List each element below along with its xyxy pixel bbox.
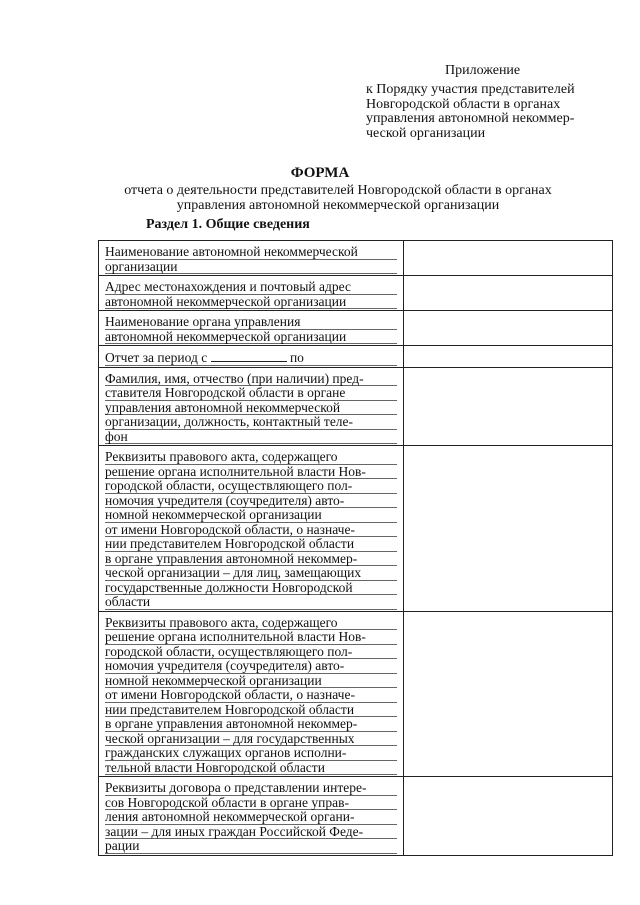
form-subtitle-line: управления автономной некоммерческой организации [176,197,500,213]
row-label-line: нии представителем Новгородской области [105,703,397,718]
section-title: Раздел 1. Общие сведения [146,217,310,232]
general-info-table [98,240,613,856]
row-label-line: тельной власти Новгородской области [105,761,397,776]
row-label-line: нии представителем Новгородской области [105,537,397,552]
row-label-line: автономной некоммерческой организации [105,330,397,345]
row-label-line: номной некоммерческой организации [105,674,397,689]
row-value-cell[interactable] [404,777,613,856]
row-label-line: номочия учредителя (соучредителя) авто- [105,494,397,509]
table-row [99,346,613,368]
appendix-title: Приложение [445,63,521,78]
row-label-line: Наименование автономной некоммерческой [105,245,397,260]
row-label-line: решение органа исполнительной власти Нов- [105,465,397,480]
form-subtitle [108,184,568,213]
form-title: ФОРМА [290,165,350,181]
row-label-line: Реквизиты правового акта, содержащего [105,450,397,465]
row-value-cell[interactable] [404,311,613,346]
row-value-cell[interactable] [404,241,613,276]
row-label-cell [99,311,404,346]
row-label-cell [99,241,404,276]
row-label-line: номочия учредителя (соучредителя) авто- [105,659,397,674]
general-info-table-body [99,241,613,856]
row-label-line: зации – для иных граждан Российской Феде- [105,825,397,840]
row-label-cell [99,346,404,368]
row-label-line: от имени Новгородской области, о назначе- [105,688,397,703]
row-value-cell[interactable] [404,346,613,368]
report-period [105,350,397,366]
appendix-reference-line: Новгородской области в органах [366,96,561,112]
row-value-cell[interactable] [404,611,613,777]
row-label-line: фон [105,430,397,445]
row-label-line: рации [105,839,397,854]
table-row [99,311,613,346]
row-label-line: от имени Новгородской области, о назначе- [105,523,397,538]
appendix-reference-line: к Порядку участия представителей [366,82,575,97]
table-row [99,241,613,276]
row-label-cell [99,367,404,446]
form-subtitle-line: отчета о деятельности представителей Новгородской области в органах [124,183,552,198]
period-to-label: по [289,350,304,365]
row-value-cell[interactable] [404,276,613,311]
row-value-cell[interactable] [404,446,613,612]
period-start-blank[interactable] [211,350,287,362]
row-label-line: организации, должность, контактный теле- [105,415,397,430]
row-label-cell [99,611,404,777]
row-label-line: государственные должности Новгородской [105,581,397,596]
row-label-line: Фамилия, имя, отчество (при наличии) пред- [105,372,397,387]
row-label-line: номной некоммерческой организации [105,508,397,523]
table-row [99,777,613,856]
row-label-line: городской области, осуществляющего пол- [105,479,397,494]
row-label-line: управления автономной некоммерческой [105,401,397,416]
table-row [99,367,613,446]
table-row [99,276,613,311]
row-label-cell [99,446,404,612]
period-from-label: Отчет за период с [105,350,208,365]
row-label-line: Реквизиты договора о представлении интере- [105,781,397,796]
table-row [99,446,613,612]
appendix-reference-line: ческой организации [366,125,486,141]
row-label-cell [99,276,404,311]
row-value-cell[interactable] [404,367,613,446]
appendix-reference-line: управления автономной некоммер- [366,111,575,126]
row-label-line: городской области, осуществляющего пол- [105,645,397,660]
row-label-line: области [105,595,397,610]
table-row [99,611,613,777]
row-label-line: ставителя Новгородской области в органе [105,386,397,401]
row-label-line: ческой организации – для государственных [105,732,397,747]
row-label-line: ческой организации – для лиц, замещающих [105,566,397,581]
row-label-line: организации [105,260,397,275]
row-label-line: Наименование органа управления [105,315,397,330]
row-label-cell [99,777,404,856]
row-label-line: Адрес местонахождения и почтовый адрес [105,280,397,295]
row-label-line: в органе управления автономной некоммер- [105,717,397,732]
row-label-line: ления автономной некоммерческой органи- [105,810,397,825]
row-label-line: в органе управления автономной некоммер- [105,552,397,567]
row-label-line: Реквизиты правового акта, содержащего [105,616,397,631]
row-label-line: автономной некоммерческой организации [105,295,397,310]
row-label-line: гражданских служащих органов исполни- [105,746,397,761]
appendix-reference [366,83,611,141]
row-label-line: сов Новгородской области в органе управ- [105,796,397,811]
row-label-line: решение органа исполнительной власти Нов- [105,630,397,645]
